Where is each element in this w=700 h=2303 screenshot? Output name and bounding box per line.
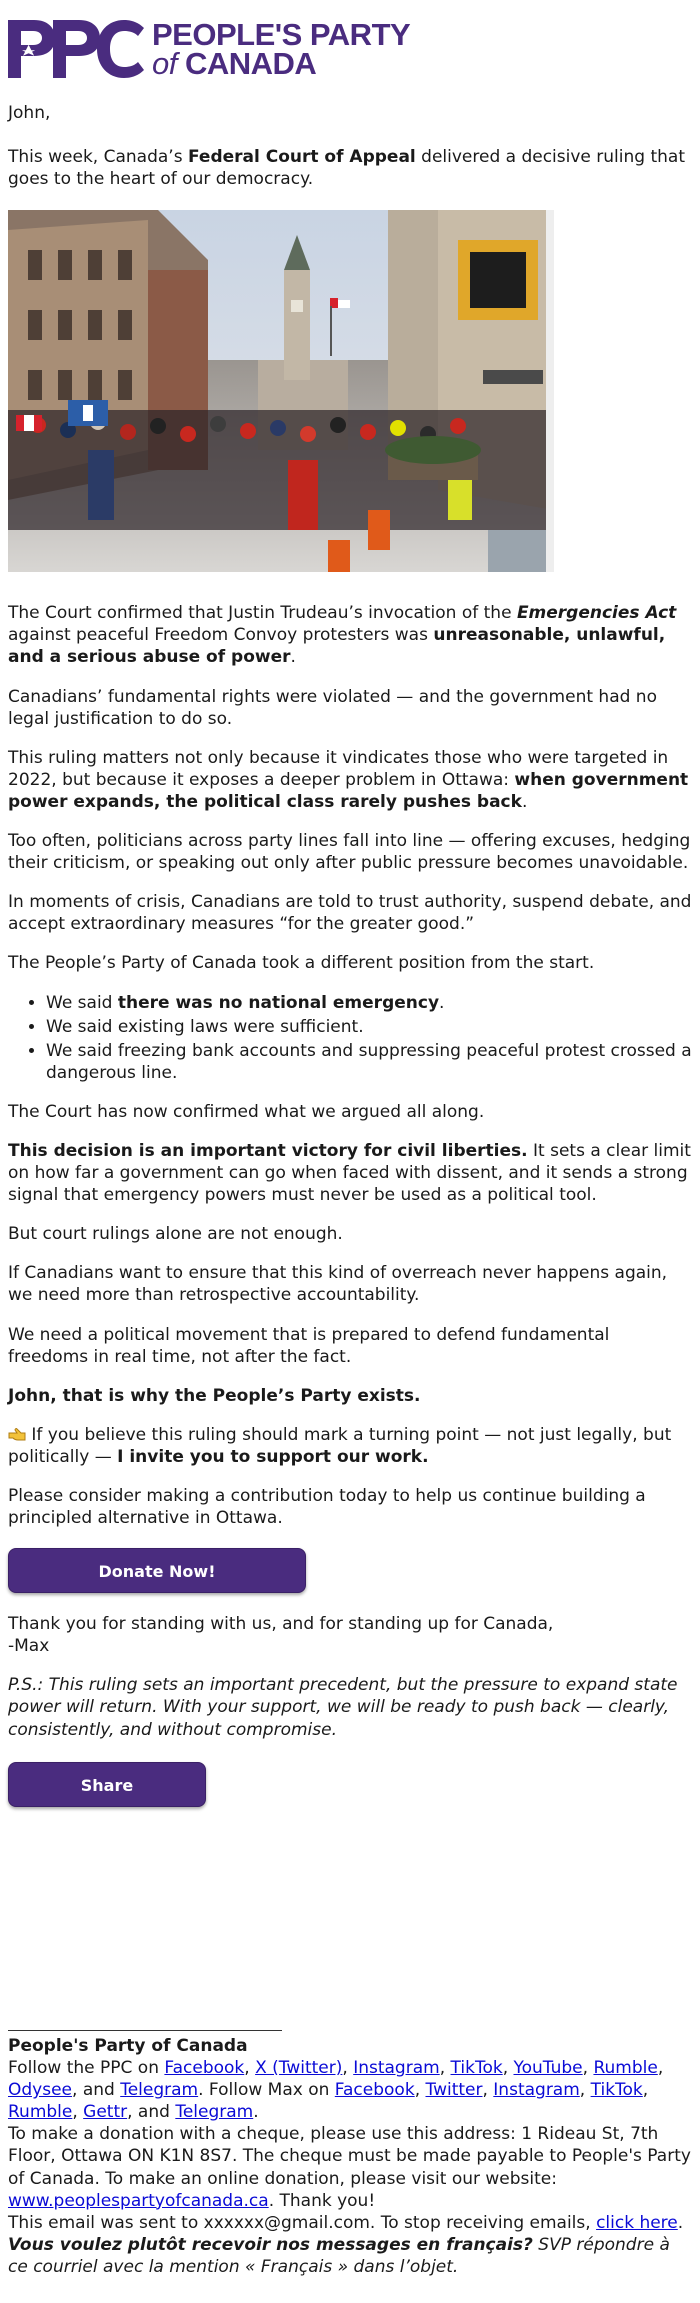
position-list bbox=[8, 992, 692, 1084]
ensure-paragraph: If Canadians want to ensure that this kind of overreach never happens again, we need more than retrospective accountability. bbox=[8, 1263, 668, 1306]
cheque-end-text: . Thank you! bbox=[268, 2190, 376, 2211]
parliament-protest-photo bbox=[8, 210, 554, 572]
footer bbox=[8, 2030, 692, 2278]
sent-to-text: This email was sent to xxxxxx@gmail.com. To stop receiving emails, bbox=[8, 2212, 597, 2233]
bullet-1-emphasis: there was no national emergency bbox=[117, 992, 440, 1013]
ppc-odysee-link[interactable]: Odysee bbox=[8, 2080, 73, 2101]
bullet-1-text-c: . bbox=[439, 992, 445, 1013]
list-item bbox=[46, 992, 692, 1014]
unsubscribe-link[interactable]: click here bbox=[596, 2212, 678, 2233]
footer-french-note bbox=[8, 2234, 692, 2278]
crisis-paragraph: In moments of crisis, Canadians are told to trust authority, suspend debate, and accept extraordinary measures “for the greater good.” bbox=[8, 892, 692, 935]
matters-emphasis: when government power expands, the political class rarely pushes back bbox=[8, 769, 689, 812]
max-twitter-link[interactable]: Twitter bbox=[425, 2080, 483, 2101]
ppc-logo[interactable] bbox=[8, 0, 692, 80]
footer-unsubscribe bbox=[8, 2212, 692, 2234]
believe-emphasis: I invite you to support our work. bbox=[117, 1446, 429, 1467]
matters-text-a: This ruling matters not only because it vindicates those who were targeted in 2022, but because it exposes a deeper problem in Ottawa: bbox=[8, 747, 669, 790]
separator: , bbox=[72, 2102, 84, 2123]
footer-social-links bbox=[8, 2057, 692, 2123]
ppc-monogram-icon bbox=[8, 20, 144, 78]
french-instruction: SVP répondre à ce courriel avec la mention « Français » dans l’objet. bbox=[8, 2234, 670, 2277]
ppc-logo-mark bbox=[8, 20, 144, 78]
intro-text-a: This week, Canada’s bbox=[8, 147, 188, 168]
separator: , and bbox=[72, 2080, 121, 2101]
list-item: • We said freezing bank accounts and suppressing peaceful protest crossed a dangerous line. bbox=[46, 1040, 692, 1084]
max-telegram-link[interactable]: Telegram bbox=[175, 2102, 254, 2123]
cheque-text: To make a donation with a cheque, please use this address: 1 Rideau St, 7th Floor, Ottawa ON K1N 8S7. The cheque must be made payable to People's Party of Canada. To make an online donation, please visit our website: bbox=[8, 2124, 691, 2189]
greeting: John, bbox=[8, 103, 51, 123]
max-gettr-link[interactable]: Gettr bbox=[83, 2102, 128, 2123]
ps-paragraph bbox=[8, 1674, 692, 1740]
rulings-paragraph: But court rulings alone are not enough. bbox=[8, 1224, 343, 1245]
ps-label: P.S.: bbox=[8, 1675, 44, 1696]
separator: , bbox=[582, 2058, 594, 2079]
max-facebook-link[interactable]: Facebook bbox=[334, 2080, 415, 2101]
separator: , bbox=[439, 2058, 451, 2079]
intro-text-c: delivered a decisive ruling that goes to the heart of our democracy. bbox=[8, 147, 685, 190]
max-rumble-link[interactable]: Rumble bbox=[8, 2102, 73, 2123]
bullet-1-text-a: We said bbox=[46, 992, 118, 1013]
logo-line-2 bbox=[152, 46, 410, 81]
ppc-rumble-link[interactable]: Rumble bbox=[593, 2058, 658, 2079]
court-paragraph bbox=[8, 602, 692, 668]
often-paragraph: Too often, politicians across party lines fall into line — offering excuses, hedging their criticism, or speaking out only after public pressure becomes unavoidable. bbox=[8, 831, 691, 874]
why-emphasis: John, that is why the People’s Party exists. bbox=[8, 1385, 421, 1406]
matters-paragraph bbox=[8, 747, 692, 813]
ppc-instagram-link[interactable]: Instagram bbox=[353, 2058, 440, 2079]
separator: , bbox=[414, 2080, 426, 2101]
court-text-a: The Court confirmed that Justin Trudeau’s invocation of the bbox=[8, 603, 517, 624]
court-text-e: . bbox=[290, 647, 296, 668]
donate-button[interactable]: Donate Now! bbox=[8, 1548, 306, 1593]
pointing-hand-icon bbox=[8, 1427, 26, 1441]
ppc-youtube-link[interactable]: YouTube bbox=[513, 2058, 583, 2079]
separator: , bbox=[502, 2058, 514, 2079]
separator: , bbox=[244, 2058, 256, 2079]
victory-paragraph bbox=[8, 1140, 692, 1206]
logo-line-2-main: CANADA bbox=[184, 46, 317, 81]
court-act-name: Emergencies Act bbox=[516, 603, 677, 624]
separator: , bbox=[342, 2058, 354, 2079]
logo-line-2-prefix: of bbox=[152, 46, 177, 81]
court-verdict: unreasonable, unlawful, and a serious abuse of power bbox=[8, 625, 666, 668]
separator: , bbox=[642, 2080, 649, 2101]
sent-end-text: . bbox=[677, 2212, 684, 2233]
victory-emphasis: This decision is an important victory for civil liberties. bbox=[8, 1140, 528, 1161]
believe-paragraph bbox=[8, 1424, 692, 1468]
confirmed-paragraph: The Court has now confirmed what we argued all along. bbox=[8, 1101, 485, 1122]
share-button[interactable]: Share bbox=[8, 1762, 206, 1807]
separator: , bbox=[579, 2080, 591, 2101]
footer-divider bbox=[8, 2030, 282, 2031]
ppc-logo-wordmark bbox=[152, 16, 411, 81]
thanks-line: Thank you for standing with us, and for standing up for Canada, bbox=[8, 1614, 554, 1635]
follow-max-label: . Follow Max on bbox=[198, 2080, 335, 2101]
footer-cheque-info bbox=[8, 2123, 692, 2211]
ppc-telegram-link[interactable]: Telegram bbox=[120, 2080, 199, 2101]
believe-text: If you believe this ruling should mark a turning point — not just legally, but politically — bbox=[8, 1424, 672, 1467]
consider-paragraph: Please consider making a contribution today to help us continue building a principled alternative in Ottawa. bbox=[8, 1486, 646, 1529]
website-link[interactable]: www.peoplespartyofcanada.ca bbox=[8, 2190, 269, 2211]
intro-paragraph bbox=[8, 146, 692, 190]
ppc-x-twitter-link[interactable]: X (Twitter) bbox=[255, 2058, 343, 2079]
intro-court-name: Federal Court of Appeal bbox=[187, 147, 416, 168]
signoff: -Max bbox=[8, 1636, 50, 1657]
french-question: Vous voulez plutôt recevoir nos messages en français? bbox=[8, 2234, 533, 2255]
max-tiktok-link[interactable]: TikTok bbox=[590, 2080, 643, 2101]
matters-text-c: . bbox=[521, 791, 528, 812]
ps-text: This ruling sets an important precedent, but the pressure to expand state power will return. With your support, we will be ready to push back — clearly, consistently, and without compromise. bbox=[8, 1675, 678, 1740]
follow-ppc-label: Follow the PPC on bbox=[8, 2058, 165, 2079]
logo-line-1: PEOPLE'S PARTY bbox=[152, 16, 411, 52]
separator: , and bbox=[127, 2102, 176, 2123]
victory-text: It sets a clear limit on how far a government can go when faced with dissent, and it sends a strong signal that emergency powers must never be used as a political tool. bbox=[8, 1140, 691, 1206]
separator: . bbox=[253, 2102, 259, 2123]
court-text-c: against peaceful Freedom Convoy protesters was bbox=[8, 625, 434, 646]
movement-paragraph: We need a political movement that is prepared to defend fundamental freedoms in real time, not after the fact. bbox=[8, 1324, 610, 1367]
rights-paragraph: Canadians’ fundamental rights were violated — and the government had no legal justification to do so. bbox=[8, 686, 657, 729]
max-instagram-link[interactable]: Instagram bbox=[493, 2080, 580, 2101]
separator: , bbox=[657, 2058, 664, 2079]
hero-photo bbox=[8, 210, 554, 572]
footer-org-name: People's Party of Canada bbox=[8, 2036, 248, 2056]
separator: , bbox=[482, 2080, 494, 2101]
list-item: • We said existing laws were sufficient. bbox=[46, 1016, 692, 1038]
why-paragraph bbox=[8, 1385, 692, 1407]
ppc-position-paragraph: The People’s Party of Canada took a different position from the start. bbox=[8, 953, 595, 974]
ppc-tiktok-link[interactable]: TikTok bbox=[450, 2058, 503, 2079]
ppc-facebook-link[interactable]: Facebook bbox=[164, 2058, 245, 2079]
